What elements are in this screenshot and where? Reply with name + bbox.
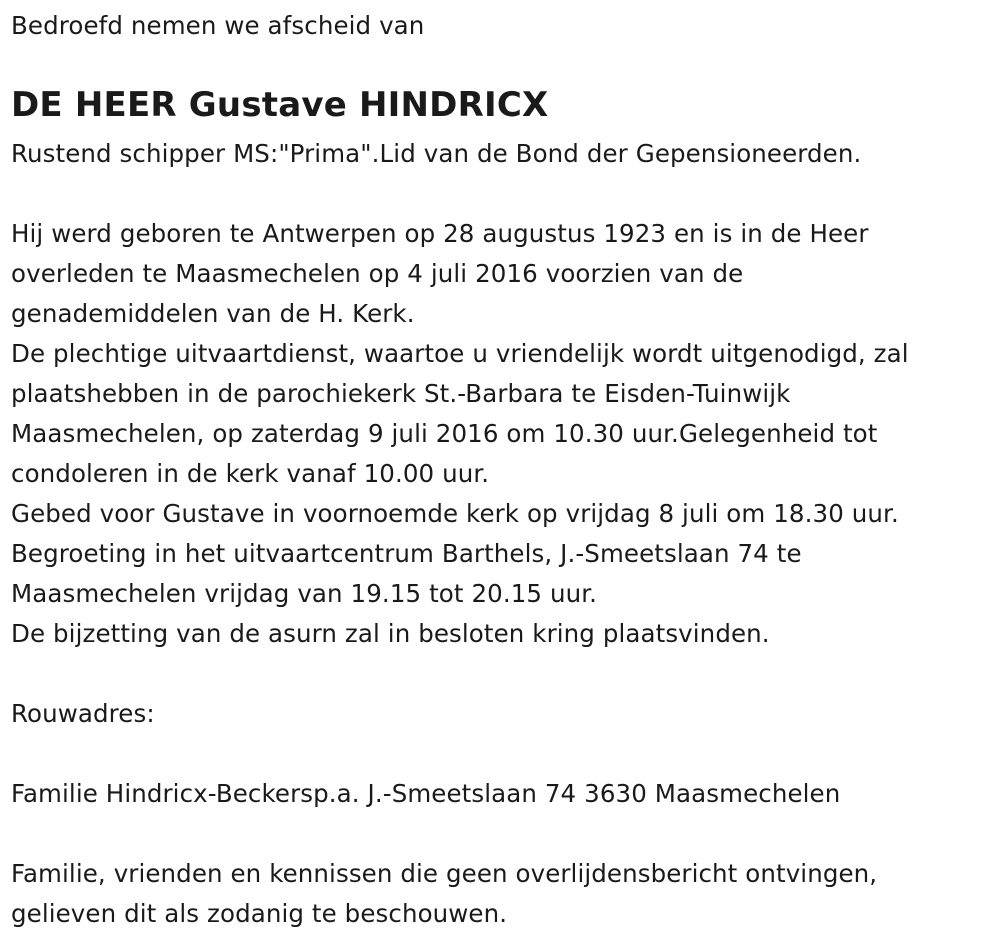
deceased-name: DE HEER Gustave HINDRICX — [11, 85, 549, 125]
subtitle-text: Rustend schipper MS:"Prima".Lid van de Bond der Gepensioneerden. — [11, 139, 862, 168]
closing-line: Familie, vrienden en kennissen die geen overlijdensbericht ontvingen, — [11, 859, 878, 888]
body-line: Maasmechelen, op zaterdag 9 juli 2016 om 10.30 uur.Gelegenheid tot — [11, 419, 878, 448]
body-line: Begroeting in het uitvaartcentrum Barthels, J.-Smeetslaan 74 te — [11, 539, 802, 568]
body-line: De bijzetting van de asurn zal in besloten kring plaatsvinden. — [11, 619, 770, 648]
closing-paragraph — [11, 854, 877, 934]
address-label: Rouwadres: — [11, 699, 155, 728]
body-line: plaatshebben in de parochiekerk St.-Barbara te Eisden-Tuinwijk — [11, 379, 791, 408]
body-line: Hij werd geboren te Antwerpen op 28 augustus 1923 en is in de Heer — [11, 219, 869, 248]
body-line: genademiddelen van de H. Kerk. — [11, 299, 415, 328]
body-line: Gebed voor Gustave in voornoemde kerk op vrijdag 8 juli om 18.30 uur. — [11, 499, 899, 528]
address-label-block — [11, 694, 155, 734]
body-line: condoleren in de kerk vanaf 10.00 uur. — [11, 459, 490, 488]
body-paragraph — [11, 214, 909, 654]
closing-line: gelieven dit als zodanig te beschouwen. — [11, 899, 508, 928]
subtitle-block — [11, 134, 861, 174]
address-block — [11, 774, 840, 814]
body-line: Maasmechelen vrijdag van 19.15 tot 20.15 uur. — [11, 579, 598, 608]
intro-text: Bedroefd nemen we afscheid van — [11, 11, 425, 40]
body-line: overleden te Maasmechelen op 4 juli 2016 voorzien van de — [11, 259, 744, 288]
mourning-address: Familie Hindricx-Beckersp.a. J.-Smeetslaan 74 3630 Maasmechelen — [11, 779, 841, 808]
body-line: De plechtige uitvaartdienst, waartoe u vriendelijk wordt uitgenodigd, zal — [11, 339, 909, 368]
